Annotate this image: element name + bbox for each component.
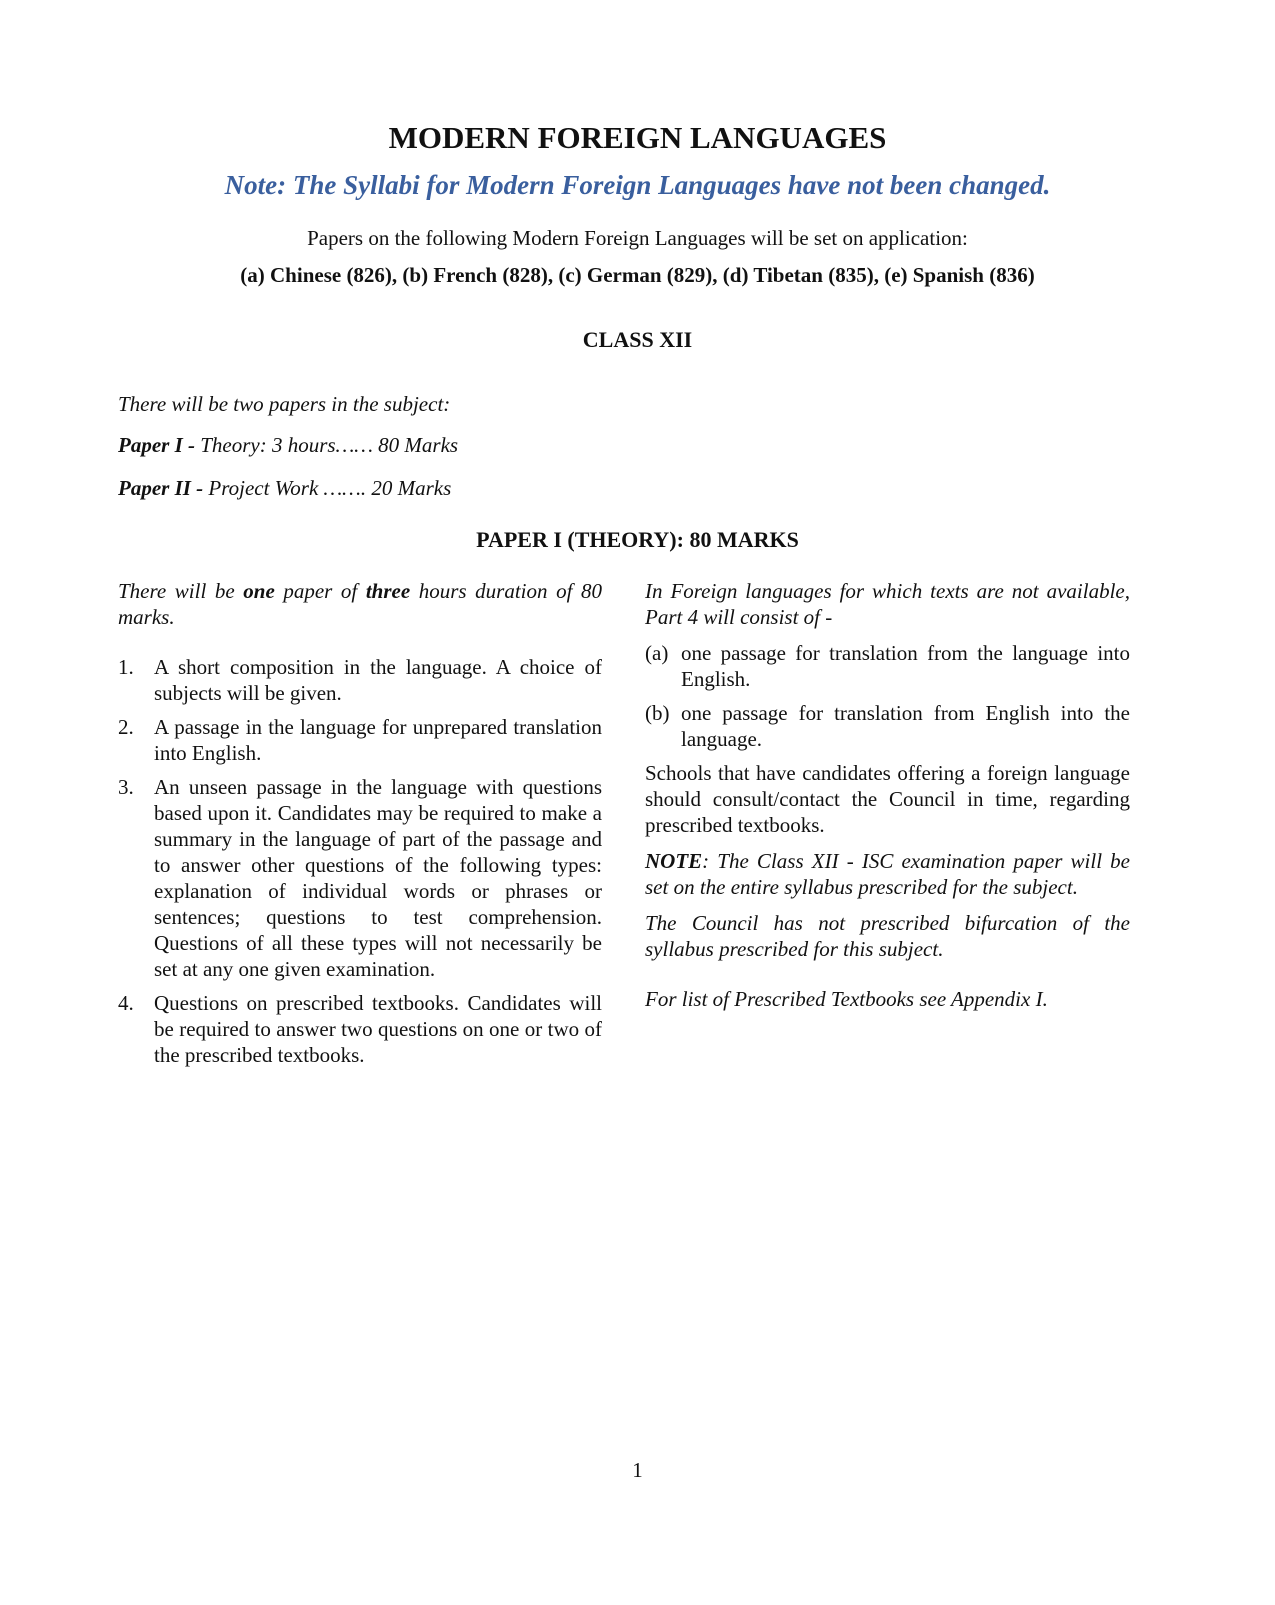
emphasis: three	[365, 579, 411, 603]
class-heading: CLASS XII	[582, 327, 693, 352]
item-number: 3.	[118, 775, 134, 799]
page-number: 1	[632, 1458, 643, 1482]
list-item	[118, 654, 602, 706]
intro-text: Papers on the following Modern Foreign Languages will be set on application:	[307, 226, 968, 250]
note-paragraph	[645, 848, 1130, 900]
language-list: (a) Chinese (826), (b) French (828), (c) German (829), (d) Tibetan (835), (e) Spanish (836)	[240, 263, 1035, 287]
paper-1-label: Paper I -	[118, 433, 195, 457]
paper-2-text: Project Work ……. 20 Marks	[203, 476, 452, 500]
item-number: 1.	[118, 655, 134, 679]
part4-intro: In Foreign languages for which texts are not available, Part 4 will consist of -	[645, 579, 1130, 629]
emphasis: one	[243, 579, 275, 603]
item-letter: (a)	[645, 641, 669, 665]
item-text: An unseen passage in the language with questions based upon it. Candidates may be required to make a summary in the language of part of the passage and to answer other questions of the following types: explanation of individual words or phrases or sentences; questions to test comprehension. Questions of all these types will not necessarily be set at any one given examination.	[154, 775, 602, 981]
item-text: A passage in the language for unprepared translation into English.	[154, 715, 602, 765]
text: hours duration of 80 marks.	[118, 579, 602, 629]
paper-1-line	[118, 433, 458, 458]
list-item	[118, 714, 602, 766]
item-letter: (b)	[645, 701, 670, 725]
page-title: MODERN FOREIGN LANGUAGES	[388, 120, 887, 155]
list-item	[118, 774, 602, 982]
note-text: : The Class XII - ISC examination paper will be set on the entire syllabus prescribed for the subject.	[645, 849, 1130, 899]
paper-description	[118, 578, 602, 630]
right-column	[645, 578, 1130, 1022]
item-text: Questions on prescribed textbooks. Candidates will be required to answer two questions on one or two of the prescribed textbooks.	[154, 991, 602, 1067]
paper-1-text: Theory: 3 hours…… 80 Marks	[195, 433, 459, 457]
item-text: A short composition in the language. A choice of subjects will be given.	[154, 655, 602, 705]
item-text: one passage for translation from the language into English.	[681, 641, 1130, 691]
text: There will be	[118, 579, 244, 603]
bifurcation-paragraph: The Council has not prescribed bifurcation of the syllabus prescribed for this subject.	[645, 911, 1130, 961]
paper-2-line	[118, 476, 451, 501]
appendix-reference: For list of Prescribed Textbooks see Appendix I.	[645, 987, 1048, 1011]
list-item	[645, 700, 1130, 752]
item-text: one passage for translation from English into the language.	[681, 701, 1130, 751]
syllabus-note: Note: The Syllabi for Modern Foreign Languages have not been changed.	[224, 170, 1051, 200]
text: paper of	[274, 579, 366, 603]
papers-intro: There will be two papers in the subject:	[118, 392, 451, 416]
theory-heading: PAPER I (THEORY): 80 MARKS	[476, 527, 799, 552]
left-column	[118, 578, 602, 1076]
paper-2-label: Paper II -	[118, 476, 204, 500]
note-label: NOTE	[645, 849, 703, 873]
list-item	[118, 990, 602, 1068]
list-item	[645, 640, 1130, 692]
item-number: 2.	[118, 715, 134, 739]
schools-paragraph: Schools that have candidates offering a foreign language should consult/contact the Council in time, regarding prescribed textbooks.	[645, 761, 1130, 837]
item-number: 4.	[118, 991, 134, 1015]
